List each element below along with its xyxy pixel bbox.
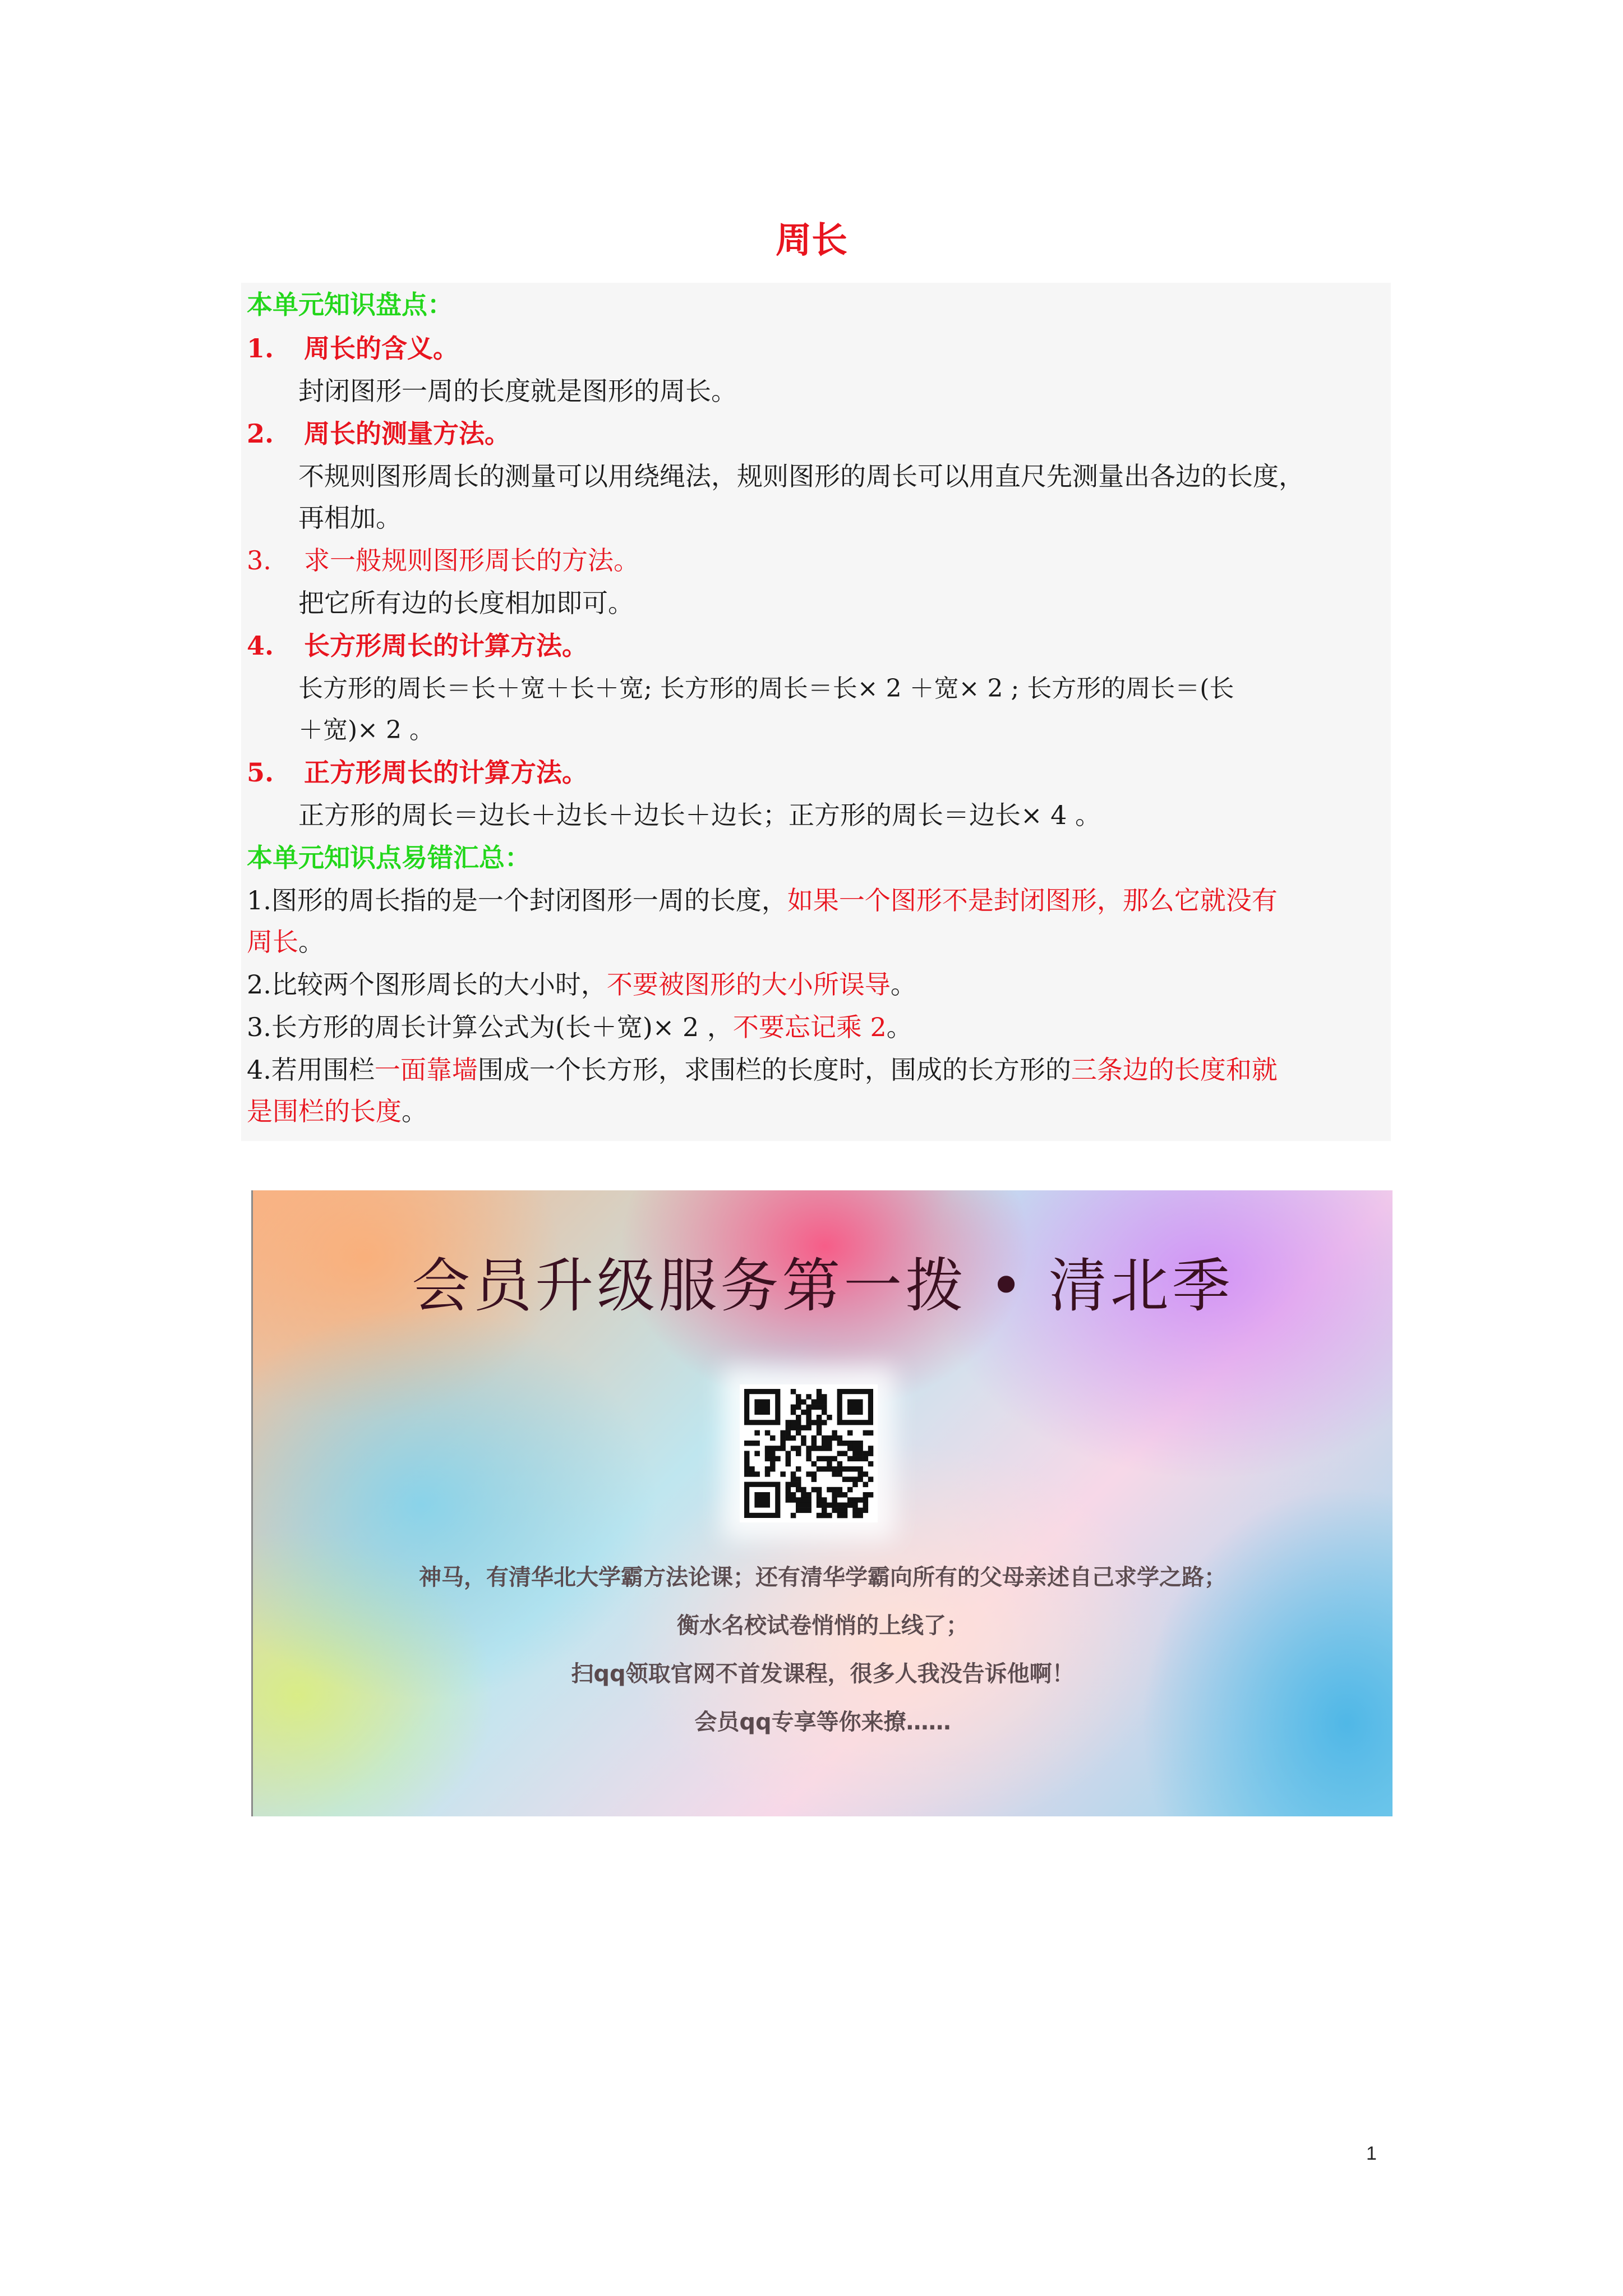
point-5-number: 5. bbox=[247, 757, 274, 788]
error-3-period: 。 bbox=[886, 1012, 912, 1042]
error-item-1-line-2 bbox=[247, 921, 324, 963]
error-2-highlight: 不要被图形的大小所误导 bbox=[606, 969, 891, 1000]
banner-line-4: 会员qq专享等你来撩…… bbox=[694, 1709, 951, 1735]
point-2-heading bbox=[247, 413, 510, 455]
point-5-heading bbox=[247, 752, 588, 794]
error-3-text: 3.长方形的周长计算公式为(长＋宽)× 2 ， bbox=[247, 1012, 733, 1042]
error-4-highlight-b: 三条边的长度和就 bbox=[1071, 1055, 1278, 1085]
error-item-4-line-1 bbox=[247, 1049, 1278, 1091]
point-4-body-line-2: ＋宽)× 2 。 bbox=[298, 716, 434, 744]
banner-line-3: 扫qq领取官网不首发课程，很多人我没告诉他啊！ bbox=[571, 1661, 1075, 1687]
section-heading-knowledge: 本单元知识盘点： bbox=[247, 289, 453, 320]
qr-code-graphic bbox=[740, 1384, 878, 1522]
error-4-period: 。 bbox=[402, 1096, 427, 1126]
promo-banner bbox=[251, 1190, 1393, 1816]
qr-code-image[interactable] bbox=[740, 1384, 878, 1522]
error-item-2 bbox=[247, 964, 916, 1006]
point-1-number: 1. bbox=[247, 333, 274, 364]
page-number: 1 bbox=[1366, 2143, 1377, 2164]
point-2-number: 2. bbox=[247, 418, 274, 449]
error-1-period: 。 bbox=[298, 927, 324, 957]
point-4-heading bbox=[247, 625, 588, 667]
error-item-1-line-1 bbox=[247, 880, 1278, 922]
error-1-text: 1.图形的周长指的是一个封闭图形一周的长度， bbox=[247, 885, 787, 915]
banner-line-1: 神马，有清华北大学霸方法论课；还有清华学霸向所有的父母亲述自己求学之路； bbox=[419, 1565, 1227, 1590]
section-heading-errors: 本单元知识点易错汇总： bbox=[247, 843, 531, 873]
point-2-title: 周长的测量方法。 bbox=[304, 418, 510, 449]
point-1-heading bbox=[247, 328, 459, 370]
banner-title: 会员升级服务第一拨 • 清北季 bbox=[412, 1251, 1234, 1320]
error-1-highlight: 如果一个图形不是封闭图形，那么它就没有 bbox=[787, 885, 1278, 915]
error-4-text-b: 围成一个长方形，求围栏的长度时，围成的长方形的 bbox=[477, 1055, 1071, 1085]
error-4-highlight-c: 是围栏的长度 bbox=[247, 1096, 402, 1126]
error-1-highlight-end: 周长 bbox=[247, 927, 298, 957]
point-3-heading bbox=[247, 540, 639, 582]
point-1-body: 封闭图形一周的长度就是图形的周长。 bbox=[298, 376, 737, 406]
point-2-body-line-1: 不规则图形周长的测量可以用绕绳法，规则图形的周长可以用直尺先测量出各边的长度， bbox=[298, 461, 1304, 491]
error-2-text: 2.比较两个图形周长的大小时， bbox=[247, 969, 607, 1000]
point-4-body-line-1: 长方形的周长＝长＋宽＋长＋宽; 长方形的周长＝长× 2 ＋宽× 2 ; 长方形的周长＝(长 bbox=[298, 674, 1234, 703]
point-1-title: 周长的含义。 bbox=[304, 333, 459, 364]
error-4-text-a: 4.若用围栏 bbox=[247, 1055, 375, 1085]
error-2-period: 。 bbox=[890, 969, 916, 1000]
point-4-number: 4. bbox=[247, 631, 274, 661]
error-3-highlight: 不要忘记乘 2 bbox=[732, 1012, 887, 1042]
point-5-body: 正方形的周长＝边长＋边长＋边长＋边长；正方形的周长＝边长× 4 。 bbox=[298, 800, 1101, 830]
point-4-title: 长方形周长的计算方法。 bbox=[304, 631, 588, 661]
point-2-body-line-2: 再相加。 bbox=[298, 503, 402, 533]
page-title: 周长 bbox=[776, 219, 847, 261]
error-item-4-line-2 bbox=[247, 1091, 427, 1133]
point-5-title: 正方形周长的计算方法。 bbox=[304, 757, 588, 788]
point-3-body: 把它所有边的长度相加即可。 bbox=[298, 588, 634, 618]
error-item-3 bbox=[247, 1006, 912, 1048]
banner-line-2: 衡水名校试卷悄悄的上线了； bbox=[677, 1613, 969, 1639]
error-4-highlight-a: 一面靠墙 bbox=[374, 1055, 478, 1085]
point-3-number: 3. bbox=[247, 545, 271, 576]
point-3-title: 求一般规则图形周长的方法。 bbox=[304, 545, 639, 576]
